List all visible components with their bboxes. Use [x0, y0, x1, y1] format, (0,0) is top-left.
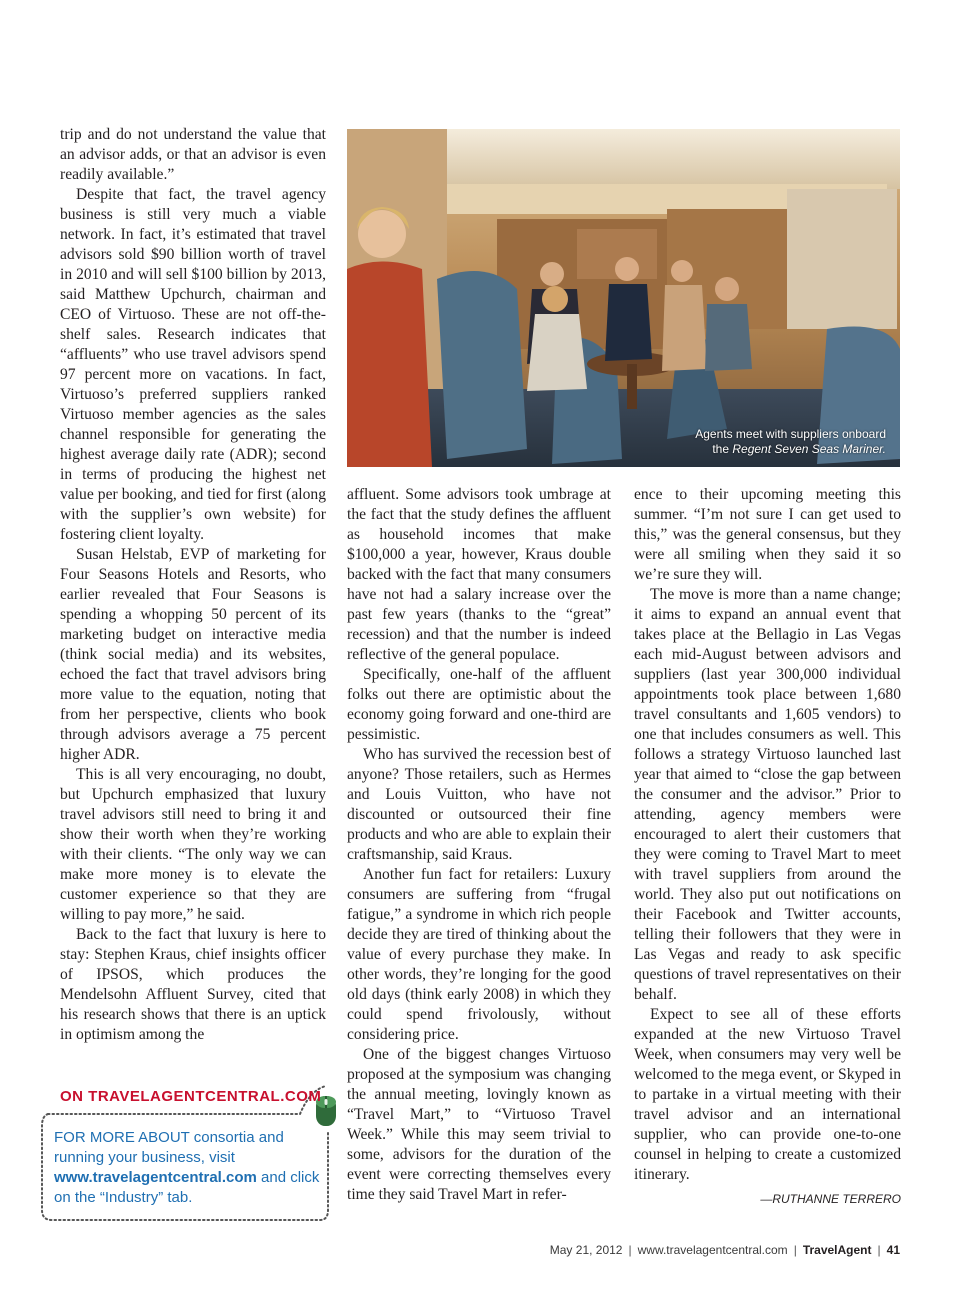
photo-caption [695, 427, 886, 457]
caption-line-2 [695, 442, 886, 457]
caption-ship-name: Regent Seven Seas Mariner. [732, 442, 886, 456]
promo-text-prefix: FOR MORE ABOUT consortia and running your business, visit [54, 1129, 284, 1166]
paragraph: One of the biggest changes Virtuoso proposed at the symposium was changing the annual meeting, lovingly known as “Travel Mart,” to “Virtuoso Travel Week.” While this may seem trivial to some, advisors for the duration of the event were correcting themselves every time they said Travel Mart in refer- [347, 1046, 611, 1203]
author-signature: —RUTHANNE TERRERO [760, 1192, 901, 1206]
paragraph: affluent. Some advisors took umbrage at the fact that the study defines the affluent as household incomes that make $100,000 a year, however, Kraus double backed with the fact that many consumers have not had a salary increase over the past few years (thanks to the “great” recession) and that the number is indeed reflective of the general populace. [347, 486, 611, 663]
promo-link[interactable]: www.travelagentcentral.com [54, 1169, 257, 1186]
paragraph: Another fun fact for retailers: Luxury consumers are suffering from “frugal fatigue,” a syndrome in which rich people decide they are tired of thinking about the value of every purchase they make. In other words, they’re longing for the good old days (think early 2008) in which they could spend frivolously, without considering price. [347, 866, 611, 1043]
article-column-3 [634, 485, 901, 1230]
promo-heading: ON TRAVELAGENTCENTRAL.COM [60, 1088, 322, 1105]
paragraph: Specifically, one-half of the affluent folks out there are optimistic about the economy going forward and one-third are pessimistic. [347, 666, 611, 743]
paragraph: Back to the fact that luxury is here to stay: Stephen Kraus, chief insights officer of IPSOS, which produces the Mendelsohn Affluent Survey, cited that his research shows that there is an uptick in optimism among the [60, 926, 326, 1043]
footer-separator: | [793, 1243, 797, 1257]
page-footer [550, 1243, 900, 1257]
issue-date: May 21, 2012 [549, 1243, 623, 1257]
photo-illustration [347, 129, 900, 467]
online-promo-box [40, 1082, 340, 1227]
paragraph: Susan Helstab, EVP of marketing for Four Seasons Hotels and Resorts, who earlier revealed that Four Seasons is spending a whopping 50 percent of its marketing budget on interactive media (think social media) and its websites, echoed the fact that travel advisors bring more value to the equation, noting that from her perspective, clients who book through advisors average a 75 percent higher ADR. [60, 546, 326, 763]
caption-line-1: Agents meet with suppliers onboard [695, 427, 886, 441]
footer-separator: | [877, 1243, 881, 1257]
caption-prefix: the [712, 442, 733, 456]
paragraph: Despite that fact, the travel agency business is still very much a viable network. In fact, it’s estimated that travel advisors sold $90 billion worth of travel in 2010 and will sell $100 billion by 2013, said Matthew Upchurch, chairman and CEO of Virtuoso. These are not off-the-shelf sales. Research indicates that “affluents” who use travel advisors spend 97 percent more on vacations. In fact, Virtuoso’s preferred suppliers ranked Virtuoso member agencies as the sales channel responsible for generating the highest average daily rate (ADR); second in terms of producing the highest net value per booking, and tied for first (along with the supplier’s own website) for fostering client loyalty. [60, 186, 326, 543]
paragraph: This is all very encouraging, no doubt, but Upchurch emphasized that luxury travel advisors still need to bring it and show their worth when they’re working with their clients. “The only way we can make more money is to elevate the customer experience so that they are willing to pay more,” he said. [60, 766, 326, 923]
paragraph: Who has survived the recession best of anyone? Those retailers, such as Hermes and Louis Vuitton, who have not discounted or outsourced their fine products and who are able to explain their craftsmanship, said Kraus. [347, 746, 611, 863]
article-photo [347, 129, 900, 467]
paragraph: The move is more than a name change; it aims to expand an annual event that takes place at the Bellagio in Las Vegas each mid-August between advisors and suppliers (last year 300,000 individual appointments took place between 1,680 travel consultants and 1,605 vendors) to one that includes consumers as well. This follows a strategy Virtuoso launched last year that aimed to “close the gap between the consumer and the advisor.” Prior to attending, agency members were encouraged to alert their customers that they were coming to Travel Mart to meet with travel suppliers from around the world. They also put out notifications on their Facebook and Twitter accounts, telling their followers that they were in Las Vegas and ready to ask specific questions of travel representatives on their behalf. [634, 586, 901, 1003]
footer-separator: | [628, 1243, 632, 1257]
paragraph: trip and do not understand the value that an advisor adds, or that an advisor is even readily available.” [60, 126, 326, 183]
paragraph: ence to their upcoming meeting this summer. “I’m not sure I can get used to this,” was the general consensus, but they were all smiling when they said it so we’re sure they will. [634, 486, 901, 583]
page-number: 41 [886, 1243, 900, 1257]
promo-text [54, 1128, 324, 1208]
article-column-1 [60, 125, 326, 1070]
article-column-2 [347, 485, 611, 1230]
promo-text-suffix: and click on the “Industry” tab. [54, 1169, 320, 1206]
footer-website[interactable]: www.travelagentcentral.com [637, 1243, 788, 1257]
paragraph: Expect to see all of these efforts expanded at the new Virtuoso Travel Week, when consumers may very well be welcomed to the mega event, or Skyped in to partake in a virtual meeting with their travel advisor and an international supplier, who can provide one-to-one counsel in helping to create a customized itinerary. [634, 1006, 901, 1183]
magazine-brand: TravelAgent [802, 1243, 872, 1257]
